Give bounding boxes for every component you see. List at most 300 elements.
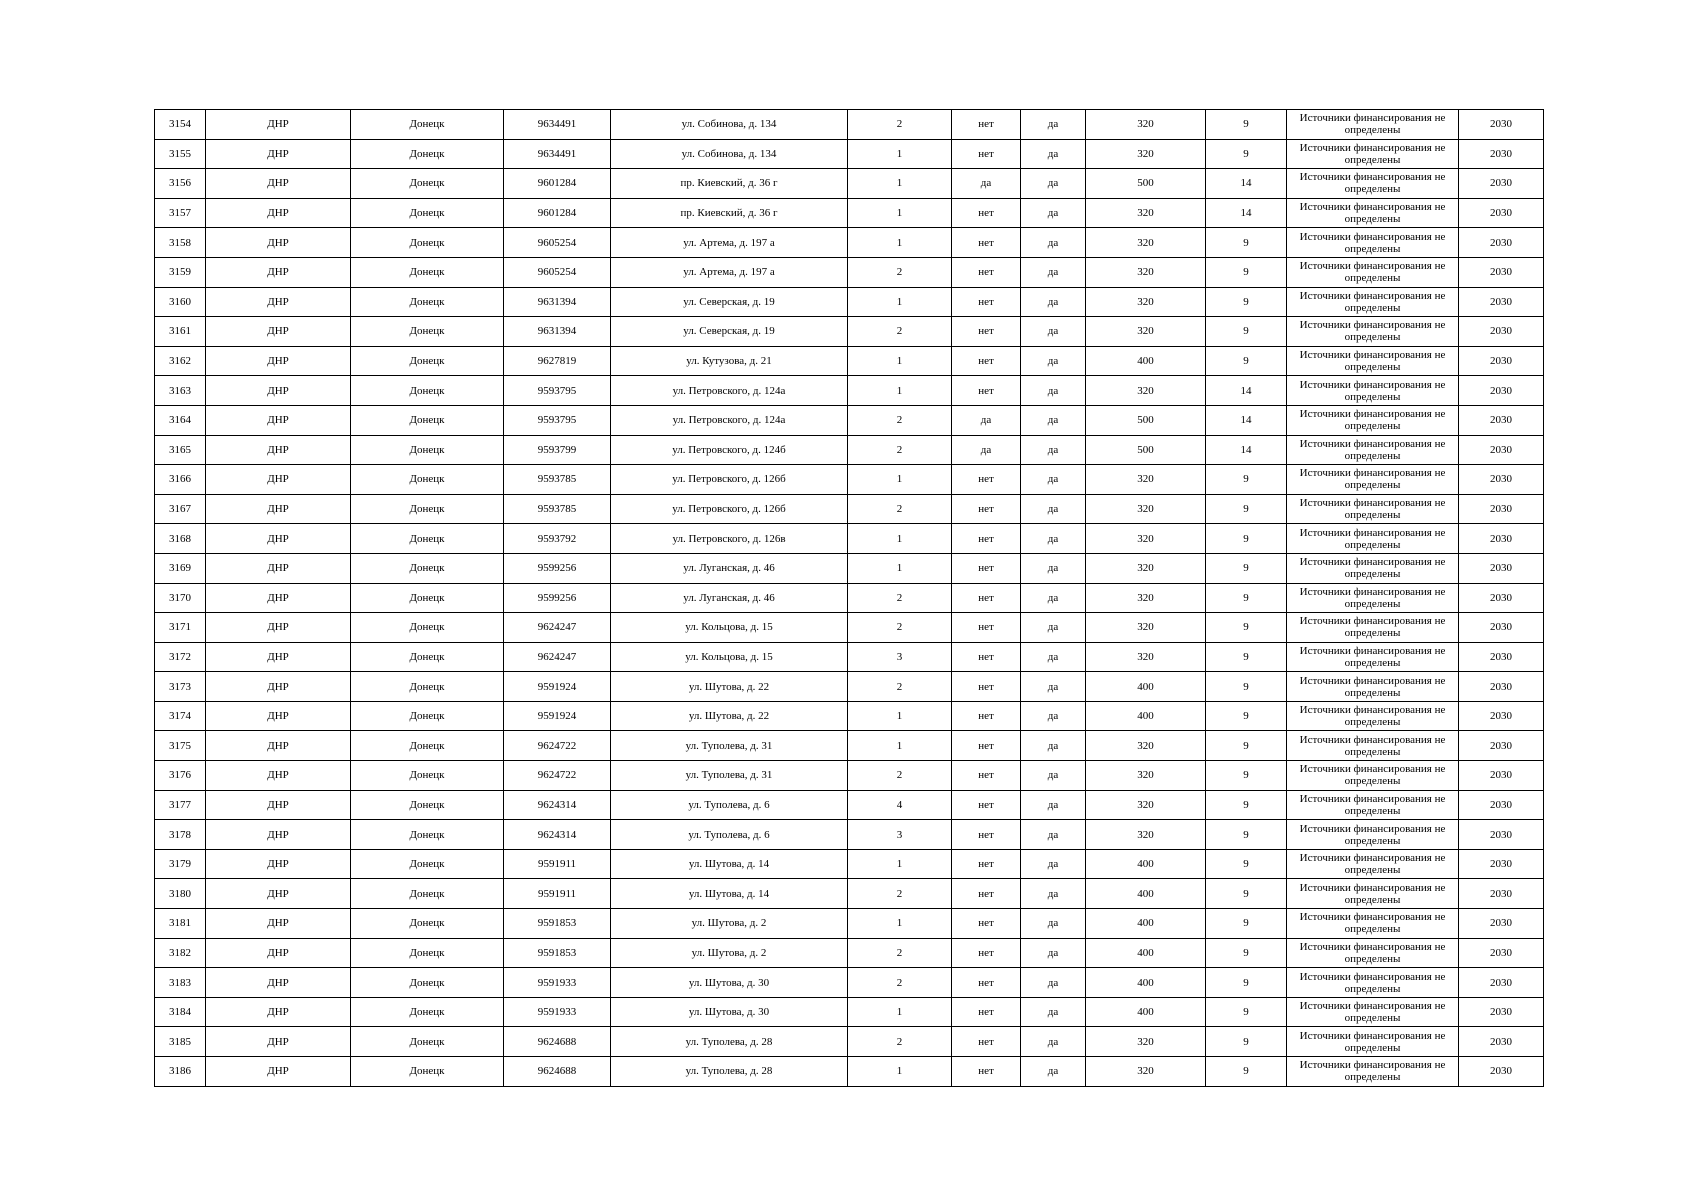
- replacement-cell: да: [952, 405, 1021, 435]
- row-number-cell: 3166: [155, 465, 206, 495]
- row-number-cell: 3170: [155, 583, 206, 613]
- address-cell: ул. Туполева, д. 31: [611, 731, 848, 761]
- funding-cell: Источники финансирования не определены: [1287, 968, 1459, 998]
- replacement-cell: нет: [952, 110, 1021, 140]
- city-cell: Донецк: [351, 879, 504, 909]
- address-cell: ул. Шутова, д. 2: [611, 909, 848, 939]
- year-cell: 2030: [1459, 139, 1544, 169]
- entrance-cell: 4: [848, 790, 952, 820]
- entrance-cell: 1: [848, 346, 952, 376]
- funding-cell: Источники финансирования не определены: [1287, 346, 1459, 376]
- year-cell: 2030: [1459, 701, 1544, 731]
- passenger-cell: да: [1021, 731, 1086, 761]
- floors-cell: 9: [1206, 968, 1287, 998]
- city-cell: Донецк: [351, 583, 504, 613]
- replacement-cell: нет: [952, 731, 1021, 761]
- table-row: [155, 524, 1544, 554]
- address-cell: ул. Шутова, д. 30: [611, 997, 848, 1027]
- address-cell: ул. Петровского, д. 126б: [611, 465, 848, 495]
- replacement-cell: нет: [952, 553, 1021, 583]
- city-cell: Донецк: [351, 228, 504, 258]
- region-cell: ДНР: [206, 169, 351, 199]
- capacity-cell: 320: [1086, 642, 1206, 672]
- funding-cell: Источники финансирования не определены: [1287, 613, 1459, 643]
- address-cell: ул. Туполева, д. 28: [611, 1057, 848, 1087]
- capacity-cell: 400: [1086, 938, 1206, 968]
- capacity-cell: 400: [1086, 879, 1206, 909]
- city-cell: Донецк: [351, 317, 504, 347]
- region-cell: ДНР: [206, 553, 351, 583]
- row-number-cell: 3162: [155, 346, 206, 376]
- funding-cell: Источники финансирования не определены: [1287, 761, 1459, 791]
- floors-cell: 9: [1206, 613, 1287, 643]
- region-cell: ДНР: [206, 494, 351, 524]
- region-cell: ДНР: [206, 613, 351, 643]
- city-cell: Донецк: [351, 553, 504, 583]
- funding-cell: Источники финансирования не определены: [1287, 494, 1459, 524]
- building-id-cell: 9591924: [504, 672, 611, 702]
- row-number-cell: 3159: [155, 257, 206, 287]
- funding-cell: Источники финансирования не определены: [1287, 849, 1459, 879]
- capacity-cell: 320: [1086, 820, 1206, 850]
- passenger-cell: да: [1021, 849, 1086, 879]
- building-id-cell: 9624688: [504, 1057, 611, 1087]
- city-cell: Донецк: [351, 938, 504, 968]
- entrance-cell: 2: [848, 879, 952, 909]
- floors-cell: 9: [1206, 287, 1287, 317]
- replacement-cell: нет: [952, 228, 1021, 258]
- city-cell: Донецк: [351, 405, 504, 435]
- capacity-cell: 320: [1086, 198, 1206, 228]
- funding-cell: Источники финансирования не определены: [1287, 642, 1459, 672]
- table-row: [155, 909, 1544, 939]
- capacity-cell: 400: [1086, 672, 1206, 702]
- address-cell: ул. Туполева, д. 31: [611, 761, 848, 791]
- capacity-cell: 320: [1086, 1057, 1206, 1087]
- region-cell: ДНР: [206, 879, 351, 909]
- building-id-cell: 9591853: [504, 938, 611, 968]
- address-cell: ул. Шутова, д. 22: [611, 672, 848, 702]
- row-number-cell: 3168: [155, 524, 206, 554]
- entrance-cell: 2: [848, 938, 952, 968]
- floors-cell: 9: [1206, 731, 1287, 761]
- entrance-cell: 2: [848, 257, 952, 287]
- capacity-cell: 320: [1086, 494, 1206, 524]
- region-cell: ДНР: [206, 790, 351, 820]
- floors-cell: 9: [1206, 346, 1287, 376]
- region-cell: ДНР: [206, 820, 351, 850]
- replacement-cell: нет: [952, 494, 1021, 524]
- passenger-cell: да: [1021, 642, 1086, 672]
- building-id-cell: 9624247: [504, 613, 611, 643]
- entrance-cell: 1: [848, 524, 952, 554]
- address-cell: ул. Луганская, д. 46: [611, 553, 848, 583]
- address-cell: ул. Кутузова, д. 21: [611, 346, 848, 376]
- replacement-cell: нет: [952, 524, 1021, 554]
- row-number-cell: 3161: [155, 317, 206, 347]
- address-cell: ул. Шутова, д. 2: [611, 938, 848, 968]
- entrance-cell: 2: [848, 435, 952, 465]
- city-cell: Донецк: [351, 997, 504, 1027]
- funding-cell: Источники финансирования не определены: [1287, 198, 1459, 228]
- replacement-cell: нет: [952, 1027, 1021, 1057]
- funding-cell: Источники финансирования не определены: [1287, 139, 1459, 169]
- passenger-cell: да: [1021, 820, 1086, 850]
- city-cell: Донецк: [351, 968, 504, 998]
- entrance-cell: 2: [848, 405, 952, 435]
- building-id-cell: 9593795: [504, 405, 611, 435]
- replacement-cell: нет: [952, 198, 1021, 228]
- row-number-cell: 3173: [155, 672, 206, 702]
- replacement-cell: нет: [952, 317, 1021, 347]
- row-number-cell: 3164: [155, 405, 206, 435]
- funding-cell: Источники финансирования не определены: [1287, 583, 1459, 613]
- entrance-cell: 1: [848, 198, 952, 228]
- capacity-cell: 320: [1086, 376, 1206, 406]
- funding-cell: Источники финансирования не определены: [1287, 169, 1459, 199]
- address-cell: ул. Северская, д. 19: [611, 287, 848, 317]
- region-cell: ДНР: [206, 909, 351, 939]
- capacity-cell: 400: [1086, 701, 1206, 731]
- address-cell: ул. Собинова, д. 134: [611, 110, 848, 140]
- floors-cell: 9: [1206, 583, 1287, 613]
- replacement-cell: нет: [952, 287, 1021, 317]
- passenger-cell: да: [1021, 968, 1086, 998]
- capacity-cell: 400: [1086, 997, 1206, 1027]
- capacity-cell: 320: [1086, 524, 1206, 554]
- table-row: [155, 1027, 1544, 1057]
- building-id-cell: 9591911: [504, 849, 611, 879]
- capacity-cell: 500: [1086, 435, 1206, 465]
- funding-cell: Источники финансирования не определены: [1287, 1057, 1459, 1087]
- table-row: [155, 287, 1544, 317]
- year-cell: 2030: [1459, 672, 1544, 702]
- city-cell: Донецк: [351, 435, 504, 465]
- entrance-cell: 2: [848, 761, 952, 791]
- row-number-cell: 3175: [155, 731, 206, 761]
- passenger-cell: да: [1021, 790, 1086, 820]
- year-cell: 2030: [1459, 820, 1544, 850]
- capacity-cell: 320: [1086, 583, 1206, 613]
- passenger-cell: да: [1021, 110, 1086, 140]
- row-number-cell: 3184: [155, 997, 206, 1027]
- passenger-cell: да: [1021, 346, 1086, 376]
- address-cell: ул. Шутова, д. 30: [611, 968, 848, 998]
- floors-cell: 9: [1206, 701, 1287, 731]
- funding-cell: Источники финансирования не определены: [1287, 228, 1459, 258]
- funding-cell: Источники финансирования не определены: [1287, 790, 1459, 820]
- address-cell: пр. Киевский, д. 36 г: [611, 169, 848, 199]
- capacity-cell: 320: [1086, 465, 1206, 495]
- address-cell: ул. Северская, д. 19: [611, 317, 848, 347]
- year-cell: 2030: [1459, 494, 1544, 524]
- region-cell: ДНР: [206, 731, 351, 761]
- address-cell: ул. Туполева, д. 6: [611, 820, 848, 850]
- row-number-cell: 3183: [155, 968, 206, 998]
- funding-cell: Источники финансирования не определены: [1287, 287, 1459, 317]
- year-cell: 2030: [1459, 968, 1544, 998]
- row-number-cell: 3180: [155, 879, 206, 909]
- passenger-cell: да: [1021, 524, 1086, 554]
- building-id-cell: 9605254: [504, 228, 611, 258]
- floors-cell: 9: [1206, 139, 1287, 169]
- city-cell: Донецк: [351, 465, 504, 495]
- replacement-cell: да: [952, 169, 1021, 199]
- year-cell: 2030: [1459, 257, 1544, 287]
- funding-cell: Источники финансирования не определены: [1287, 553, 1459, 583]
- address-cell: ул. Петровского, д. 126в: [611, 524, 848, 554]
- year-cell: 2030: [1459, 790, 1544, 820]
- entrance-cell: 2: [848, 968, 952, 998]
- city-cell: Донецк: [351, 790, 504, 820]
- capacity-cell: 500: [1086, 169, 1206, 199]
- passenger-cell: да: [1021, 465, 1086, 495]
- region-cell: ДНР: [206, 701, 351, 731]
- city-cell: Донецк: [351, 849, 504, 879]
- capacity-cell: 400: [1086, 849, 1206, 879]
- entrance-cell: 1: [848, 139, 952, 169]
- floors-cell: 9: [1206, 790, 1287, 820]
- year-cell: 2030: [1459, 346, 1544, 376]
- building-id-cell: 9634491: [504, 110, 611, 140]
- row-number-cell: 3174: [155, 701, 206, 731]
- passenger-cell: да: [1021, 257, 1086, 287]
- floors-cell: 9: [1206, 938, 1287, 968]
- address-cell: ул. Петровского, д. 124а: [611, 376, 848, 406]
- row-number-cell: 3185: [155, 1027, 206, 1057]
- floors-cell: 9: [1206, 642, 1287, 672]
- capacity-cell: 320: [1086, 1027, 1206, 1057]
- entrance-cell: 1: [848, 287, 952, 317]
- passenger-cell: да: [1021, 494, 1086, 524]
- region-cell: ДНР: [206, 346, 351, 376]
- entrance-cell: 2: [848, 613, 952, 643]
- entrance-cell: 1: [848, 731, 952, 761]
- funding-cell: Источники финансирования не определены: [1287, 435, 1459, 465]
- floors-cell: 9: [1206, 110, 1287, 140]
- building-id-cell: 9624314: [504, 820, 611, 850]
- table-row: [155, 494, 1544, 524]
- floors-cell: 9: [1206, 257, 1287, 287]
- address-cell: ул. Луганская, д. 46: [611, 583, 848, 613]
- replacement-cell: нет: [952, 849, 1021, 879]
- passenger-cell: да: [1021, 701, 1086, 731]
- row-number-cell: 3181: [155, 909, 206, 939]
- capacity-cell: 320: [1086, 228, 1206, 258]
- row-number-cell: 3178: [155, 820, 206, 850]
- floors-cell: 9: [1206, 494, 1287, 524]
- year-cell: 2030: [1459, 938, 1544, 968]
- region-cell: ДНР: [206, 583, 351, 613]
- address-cell: пр. Киевский, д. 36 г: [611, 198, 848, 228]
- table-row: [155, 849, 1544, 879]
- city-cell: Донецк: [351, 524, 504, 554]
- region-cell: ДНР: [206, 405, 351, 435]
- city-cell: Донецк: [351, 820, 504, 850]
- table-row: [155, 405, 1544, 435]
- building-id-cell: 9593785: [504, 465, 611, 495]
- floors-cell: 9: [1206, 672, 1287, 702]
- entrance-cell: 2: [848, 494, 952, 524]
- building-id-cell: 9624688: [504, 1027, 611, 1057]
- funding-cell: Источники финансирования не определены: [1287, 1027, 1459, 1057]
- region-cell: ДНР: [206, 938, 351, 968]
- capacity-cell: 500: [1086, 405, 1206, 435]
- address-cell: ул. Туполева, д. 6: [611, 790, 848, 820]
- replacement-cell: нет: [952, 613, 1021, 643]
- address-cell: ул. Шутова, д. 14: [611, 879, 848, 909]
- building-id-cell: 9591933: [504, 968, 611, 998]
- replacement-cell: нет: [952, 1057, 1021, 1087]
- replacement-cell: нет: [952, 139, 1021, 169]
- region-cell: ДНР: [206, 849, 351, 879]
- building-id-cell: 9599256: [504, 553, 611, 583]
- city-cell: Донецк: [351, 169, 504, 199]
- building-id-cell: 9591853: [504, 909, 611, 939]
- year-cell: 2030: [1459, 583, 1544, 613]
- floors-cell: 14: [1206, 169, 1287, 199]
- replacement-cell: нет: [952, 257, 1021, 287]
- table-row: [155, 672, 1544, 702]
- city-cell: Донецк: [351, 1057, 504, 1087]
- funding-cell: Источники финансирования не определены: [1287, 879, 1459, 909]
- table-row: [155, 317, 1544, 347]
- table-row: [155, 228, 1544, 258]
- region-cell: ДНР: [206, 376, 351, 406]
- passenger-cell: да: [1021, 435, 1086, 465]
- entrance-cell: 2: [848, 1027, 952, 1057]
- entrance-cell: 2: [848, 317, 952, 347]
- entrance-cell: 1: [848, 1057, 952, 1087]
- region-cell: ДНР: [206, 287, 351, 317]
- row-number-cell: 3158: [155, 228, 206, 258]
- region-cell: ДНР: [206, 997, 351, 1027]
- table-row: [155, 553, 1544, 583]
- entrance-cell: 3: [848, 642, 952, 672]
- register-table: [154, 109, 1544, 1087]
- row-number-cell: 3171: [155, 613, 206, 643]
- year-cell: 2030: [1459, 198, 1544, 228]
- building-id-cell: 9605254: [504, 257, 611, 287]
- year-cell: 2030: [1459, 169, 1544, 199]
- table-row: [155, 761, 1544, 791]
- region-cell: ДНР: [206, 198, 351, 228]
- region-cell: ДНР: [206, 317, 351, 347]
- funding-cell: Источники финансирования не определены: [1287, 701, 1459, 731]
- city-cell: Донецк: [351, 139, 504, 169]
- table-row: [155, 465, 1544, 495]
- replacement-cell: нет: [952, 968, 1021, 998]
- building-id-cell: 9591924: [504, 701, 611, 731]
- table-row: [155, 435, 1544, 465]
- city-cell: Донецк: [351, 346, 504, 376]
- passenger-cell: да: [1021, 169, 1086, 199]
- floors-cell: 9: [1206, 909, 1287, 939]
- year-cell: 2030: [1459, 110, 1544, 140]
- funding-cell: Источники финансирования не определены: [1287, 997, 1459, 1027]
- year-cell: 2030: [1459, 1027, 1544, 1057]
- city-cell: Донецк: [351, 1027, 504, 1057]
- table-row: [155, 1057, 1544, 1087]
- region-cell: ДНР: [206, 524, 351, 554]
- passenger-cell: да: [1021, 879, 1086, 909]
- table-row: [155, 110, 1544, 140]
- passenger-cell: да: [1021, 997, 1086, 1027]
- building-id-cell: 9634491: [504, 139, 611, 169]
- capacity-cell: 400: [1086, 909, 1206, 939]
- city-cell: Донецк: [351, 613, 504, 643]
- row-number-cell: 3165: [155, 435, 206, 465]
- capacity-cell: 320: [1086, 257, 1206, 287]
- floors-cell: 9: [1206, 1027, 1287, 1057]
- passenger-cell: да: [1021, 1027, 1086, 1057]
- building-id-cell: 9631394: [504, 287, 611, 317]
- year-cell: 2030: [1459, 287, 1544, 317]
- address-cell: ул. Шутова, д. 14: [611, 849, 848, 879]
- funding-cell: Источники финансирования не определены: [1287, 376, 1459, 406]
- region-cell: ДНР: [206, 672, 351, 702]
- building-id-cell: 9601284: [504, 198, 611, 228]
- replacement-cell: нет: [952, 761, 1021, 791]
- passenger-cell: да: [1021, 376, 1086, 406]
- entrance-cell: 1: [848, 465, 952, 495]
- address-cell: ул. Артема, д. 197 а: [611, 257, 848, 287]
- passenger-cell: да: [1021, 938, 1086, 968]
- floors-cell: 9: [1206, 524, 1287, 554]
- year-cell: 2030: [1459, 1057, 1544, 1087]
- address-cell: ул. Туполева, д. 28: [611, 1027, 848, 1057]
- year-cell: 2030: [1459, 435, 1544, 465]
- region-cell: ДНР: [206, 110, 351, 140]
- building-id-cell: 9624722: [504, 731, 611, 761]
- year-cell: 2030: [1459, 465, 1544, 495]
- floors-cell: 9: [1206, 553, 1287, 583]
- region-cell: ДНР: [206, 1027, 351, 1057]
- replacement-cell: нет: [952, 879, 1021, 909]
- funding-cell: Источники финансирования не определены: [1287, 257, 1459, 287]
- table-row: [155, 701, 1544, 731]
- row-number-cell: 3169: [155, 553, 206, 583]
- address-cell: ул. Петровского, д. 124б: [611, 435, 848, 465]
- funding-cell: Источники финансирования не определены: [1287, 938, 1459, 968]
- row-number-cell: 3157: [155, 198, 206, 228]
- replacement-cell: нет: [952, 465, 1021, 495]
- passenger-cell: да: [1021, 613, 1086, 643]
- building-id-cell: 9593795: [504, 376, 611, 406]
- passenger-cell: да: [1021, 287, 1086, 317]
- city-cell: Донецк: [351, 642, 504, 672]
- passenger-cell: да: [1021, 909, 1086, 939]
- city-cell: Донецк: [351, 198, 504, 228]
- city-cell: Донецк: [351, 257, 504, 287]
- table-row: [155, 198, 1544, 228]
- passenger-cell: да: [1021, 672, 1086, 702]
- entrance-cell: 1: [848, 701, 952, 731]
- replacement-cell: нет: [952, 820, 1021, 850]
- replacement-cell: да: [952, 435, 1021, 465]
- year-cell: 2030: [1459, 405, 1544, 435]
- year-cell: 2030: [1459, 613, 1544, 643]
- row-number-cell: 3176: [155, 761, 206, 791]
- table-row: [155, 376, 1544, 406]
- replacement-cell: нет: [952, 790, 1021, 820]
- building-id-cell: 9593785: [504, 494, 611, 524]
- region-cell: ДНР: [206, 761, 351, 791]
- building-id-cell: 9624314: [504, 790, 611, 820]
- row-number-cell: 3160: [155, 287, 206, 317]
- floors-cell: 14: [1206, 198, 1287, 228]
- table-row: [155, 583, 1544, 613]
